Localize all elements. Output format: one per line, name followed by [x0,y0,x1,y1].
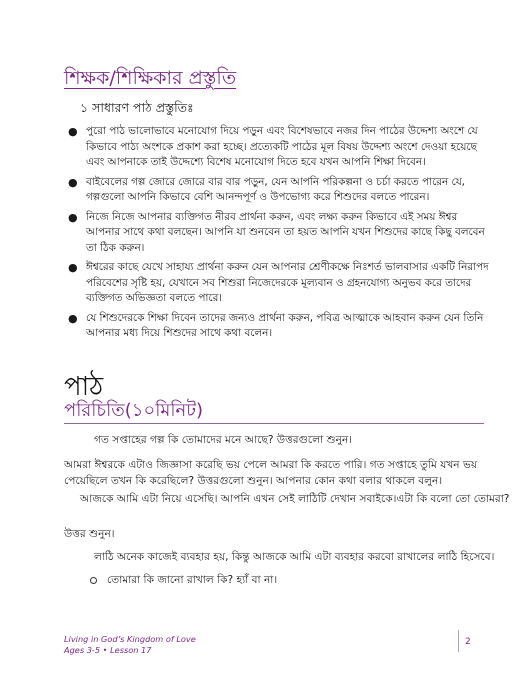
footer-subtitle: Ages 3-5 • Lesson 17 [64,644,152,655]
bullet-icon: ● [68,261,78,274]
page-footer [64,634,196,655]
list-item [64,311,494,342]
lesson-heading: পাঠ [64,372,104,402]
list-item-text: বাইবেলের গল্প জোরে জোরে বার বার পড়ুন, যেন আপনি পরিকল্পনা ও চর্চা করতে পারেন যে, গল্পগুলো আপনি কিভাবে বেশি আনন্দপূর্ণ ও উপভোগ্য করে শিশুদের বলতে পারেন। [86,175,465,203]
bullet-icon: ● [68,125,78,138]
heading-divider [64,423,484,424]
list-item [64,260,494,307]
hollow-bullet-icon [90,577,97,584]
bullet-icon: ● [68,311,78,325]
lesson-paragraph-3: আজকে আমি এটা নিয়ে এসেছি। আপনি এখন সেই লাঠিটি দেখান সবাইকে।এটা কি বলো তো তোমরা? [80,493,510,505]
preparation-bullet-list [64,124,494,346]
list-item [64,124,494,171]
list-item [64,210,494,257]
introduction-heading: পরিচিতি(১০মিনিট) [64,400,204,421]
lesson-paragraph-5: লাঠি অনেক কাজেই ব্যবহার হয়, কিন্তু আজকে আমি এটা ব্যবহার করবো রাখালের লাঠি হিসেবে। [94,551,495,563]
list-item-text: ঈশ্বরের কাছে যেখে সাহায্য প্রার্থনা করুন যেন আপনার শ্রেণীকক্ষে নিঃশর্ত ভালবাসার একটি নিরাপদ পরিবেশের সৃষ্টি হয়, যেখানে সব শিশুরা নিজেদেরকে মূল্যবান ও গ্রহনযোগ্য অনুভব করে তাদের ব্যক্তিগত অভিজ্ঞতা বলতে পারে। [86,261,489,304]
sub-bullet-item [90,573,277,590]
footer-title: Living in God’s Kingdom of Love [64,634,196,644]
page-number: 2 [465,637,471,647]
list-item [64,175,494,206]
footer-divider [458,630,459,652]
general-preparation-subheading: ১ সাধারণ পাঠ প্রস্তুতিঃ [80,100,194,115]
lesson-paragraph-2: আমরা ঈশ্বরকে এটাও জিজ্ঞাসা করেছি ভয় পেলে আমরা কি করতে পারি। গত সপ্তাহে তুমি যখন ভয় পেয়েছিলে তখন কি করেছিলে? উত্তরগুলো শুনুন। আপনার কোন কথা বলার থাকলে বলুন। [64,459,478,487]
list-item-text: পুরো পাঠ ভালোভাবে মনোযোগ দিয়ে পড়ুন এবং বিশেষভাবে নজর দিন পাঠের উদ্দেশ্য অংশে যে কিভাবে পাঠ্য অংশকে প্রকাশ করা হচ্ছে। প্রত্যেকটি পাঠের মূল বিষয় উদ্দেশ্য অংশে দেওয়া হয়েছে এবং আপনাকে তাই উদ্দেশ্যে বিশেষ মনোযোগ দিতে হবে যখন আপনি শিক্ষা দিবেন। [86,125,478,168]
list-item-text: যে শিশুদেরকে শিক্ষা দিবেন তাদের জন্যও প্রার্থনা করুন, পবিত্র আত্মাকে আহবান করুন যেন তিনি আপনার মধ্য দিয়ে শিশুদের সাথে কথা বলেন। [86,311,484,339]
sub-bullet-text: তোমারা কি জানো রাখাল কি? হ্যাঁ বা না। [107,574,278,586]
lesson-paragraph-4: উত্তর শুনুন। [64,528,115,540]
teacher-preparation-heading: শিক্ষক/শিক্ষিকার প্রস্তুতি [64,67,237,89]
bullet-icon: ● [68,210,78,224]
bullet-icon: ● [68,175,78,189]
list-item-text: নিজে নিজে আপনার ব্যক্তিগত নীরব প্রার্থনা করুন, এবং লক্ষ্য করুন কিভাবে এই সময় ঈশ্বর আপনার সাথে কথা বলছেন। আপনি যা শুনবেন তা হয়ত আপনি যখন শিশুদের কাছে কিছু বলবেন তা ঠিক করুন। [86,210,485,254]
lesson-paragraph-1: গত সপ্তাহের গল্প কি তোমাদের মনে আছে? উত্তরগুলো শুনুন। [94,434,353,446]
